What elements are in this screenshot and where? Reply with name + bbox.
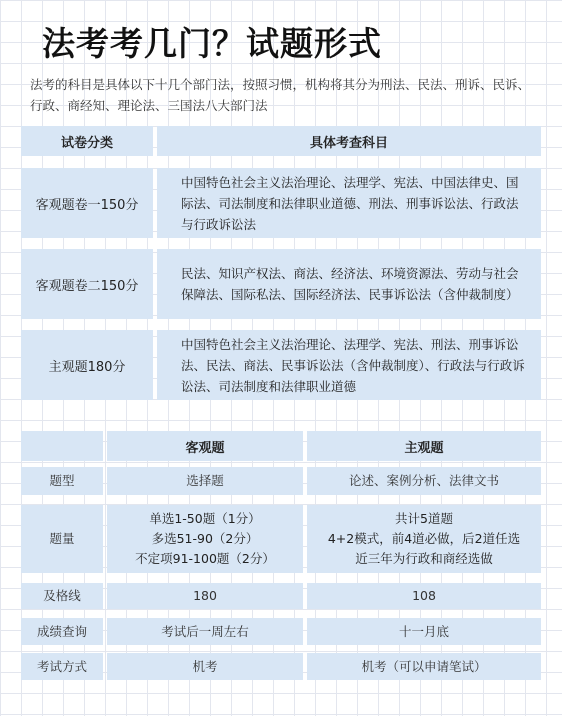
table-row-label: 题型	[21, 467, 103, 495]
table-cell-subjective	[307, 505, 541, 573]
table-header-objective: 客观题	[107, 431, 303, 461]
subjective-quantity-line: 共计5道题	[395, 511, 453, 526]
table-cell-subjective: 论述、案例分析、法律文书	[307, 467, 541, 495]
table-header-subjects: 具体考查科目	[157, 126, 541, 156]
page-title: 法考考几门？试题形式	[42, 24, 382, 63]
table-row-label: 题量	[21, 505, 103, 573]
table-cell-objective: 考试后一周左右	[107, 618, 303, 645]
intro-paragraph: 法考的科目是具体以下十几个部门法，按照习惯，机构将其分为刑法、民法、刑诉、民诉、行政、商经知、理论法、三国法八大部门法	[30, 77, 531, 113]
table-row-label: 客观题卷一150分	[21, 168, 153, 238]
table-cell-subjective: 108	[307, 583, 541, 609]
table-cell-objective: 机考	[107, 653, 303, 680]
table-row-content: 中国特色社会主义法治理论、法理学、宪法、刑法、刑事诉讼法、民法、商法、民事诉讼法（含仲裁制度）、行政法与行政诉讼法、司法制度和法律职业道德	[157, 330, 541, 400]
table-row-label: 主观题180分	[21, 330, 153, 400]
objective-quantity-line: 单选1-50题（1分）	[149, 511, 261, 526]
table-header-subjective: 主观题	[307, 431, 541, 461]
table-cell-objective	[107, 505, 303, 573]
table-header-blank	[21, 431, 103, 461]
table-row-label: 及格线	[21, 583, 103, 609]
table-cell-subjective: 十一月底	[307, 618, 541, 645]
subjective-quantity-line: 近三年为行政和商经选做	[355, 551, 493, 566]
table-cell-objective: 180	[107, 583, 303, 609]
objective-quantity-line: 多选51-90（2分）	[151, 531, 259, 546]
table-cell-subjective: 机考（可以申请笔试）	[307, 653, 541, 680]
table-row-content: 中国特色社会主义法治理论、法理学、宪法、中国法律史、国际法、司法制度和法律职业道德、刑法、刑事诉讼法、行政法与行政诉讼法	[157, 168, 541, 238]
table-header-category: 试卷分类	[21, 126, 153, 156]
table-row-content: 民法、知识产权法、商法、经济法、环境资源法、劳动与社会保障法、国际私法、国际经济法、民事诉讼法（含仲裁制度）	[157, 249, 541, 319]
table-row-label: 成绩查询	[21, 618, 103, 645]
table-cell-objective: 选择题	[107, 467, 303, 495]
subjective-quantity-line: 4+2模式，前4道必做，后2道任选	[327, 531, 521, 546]
table-row-label: 考试方式	[21, 653, 103, 680]
objective-quantity-line: 不定项91-100题（2分）	[135, 551, 275, 566]
table-row-label: 客观题卷二150分	[21, 249, 153, 319]
